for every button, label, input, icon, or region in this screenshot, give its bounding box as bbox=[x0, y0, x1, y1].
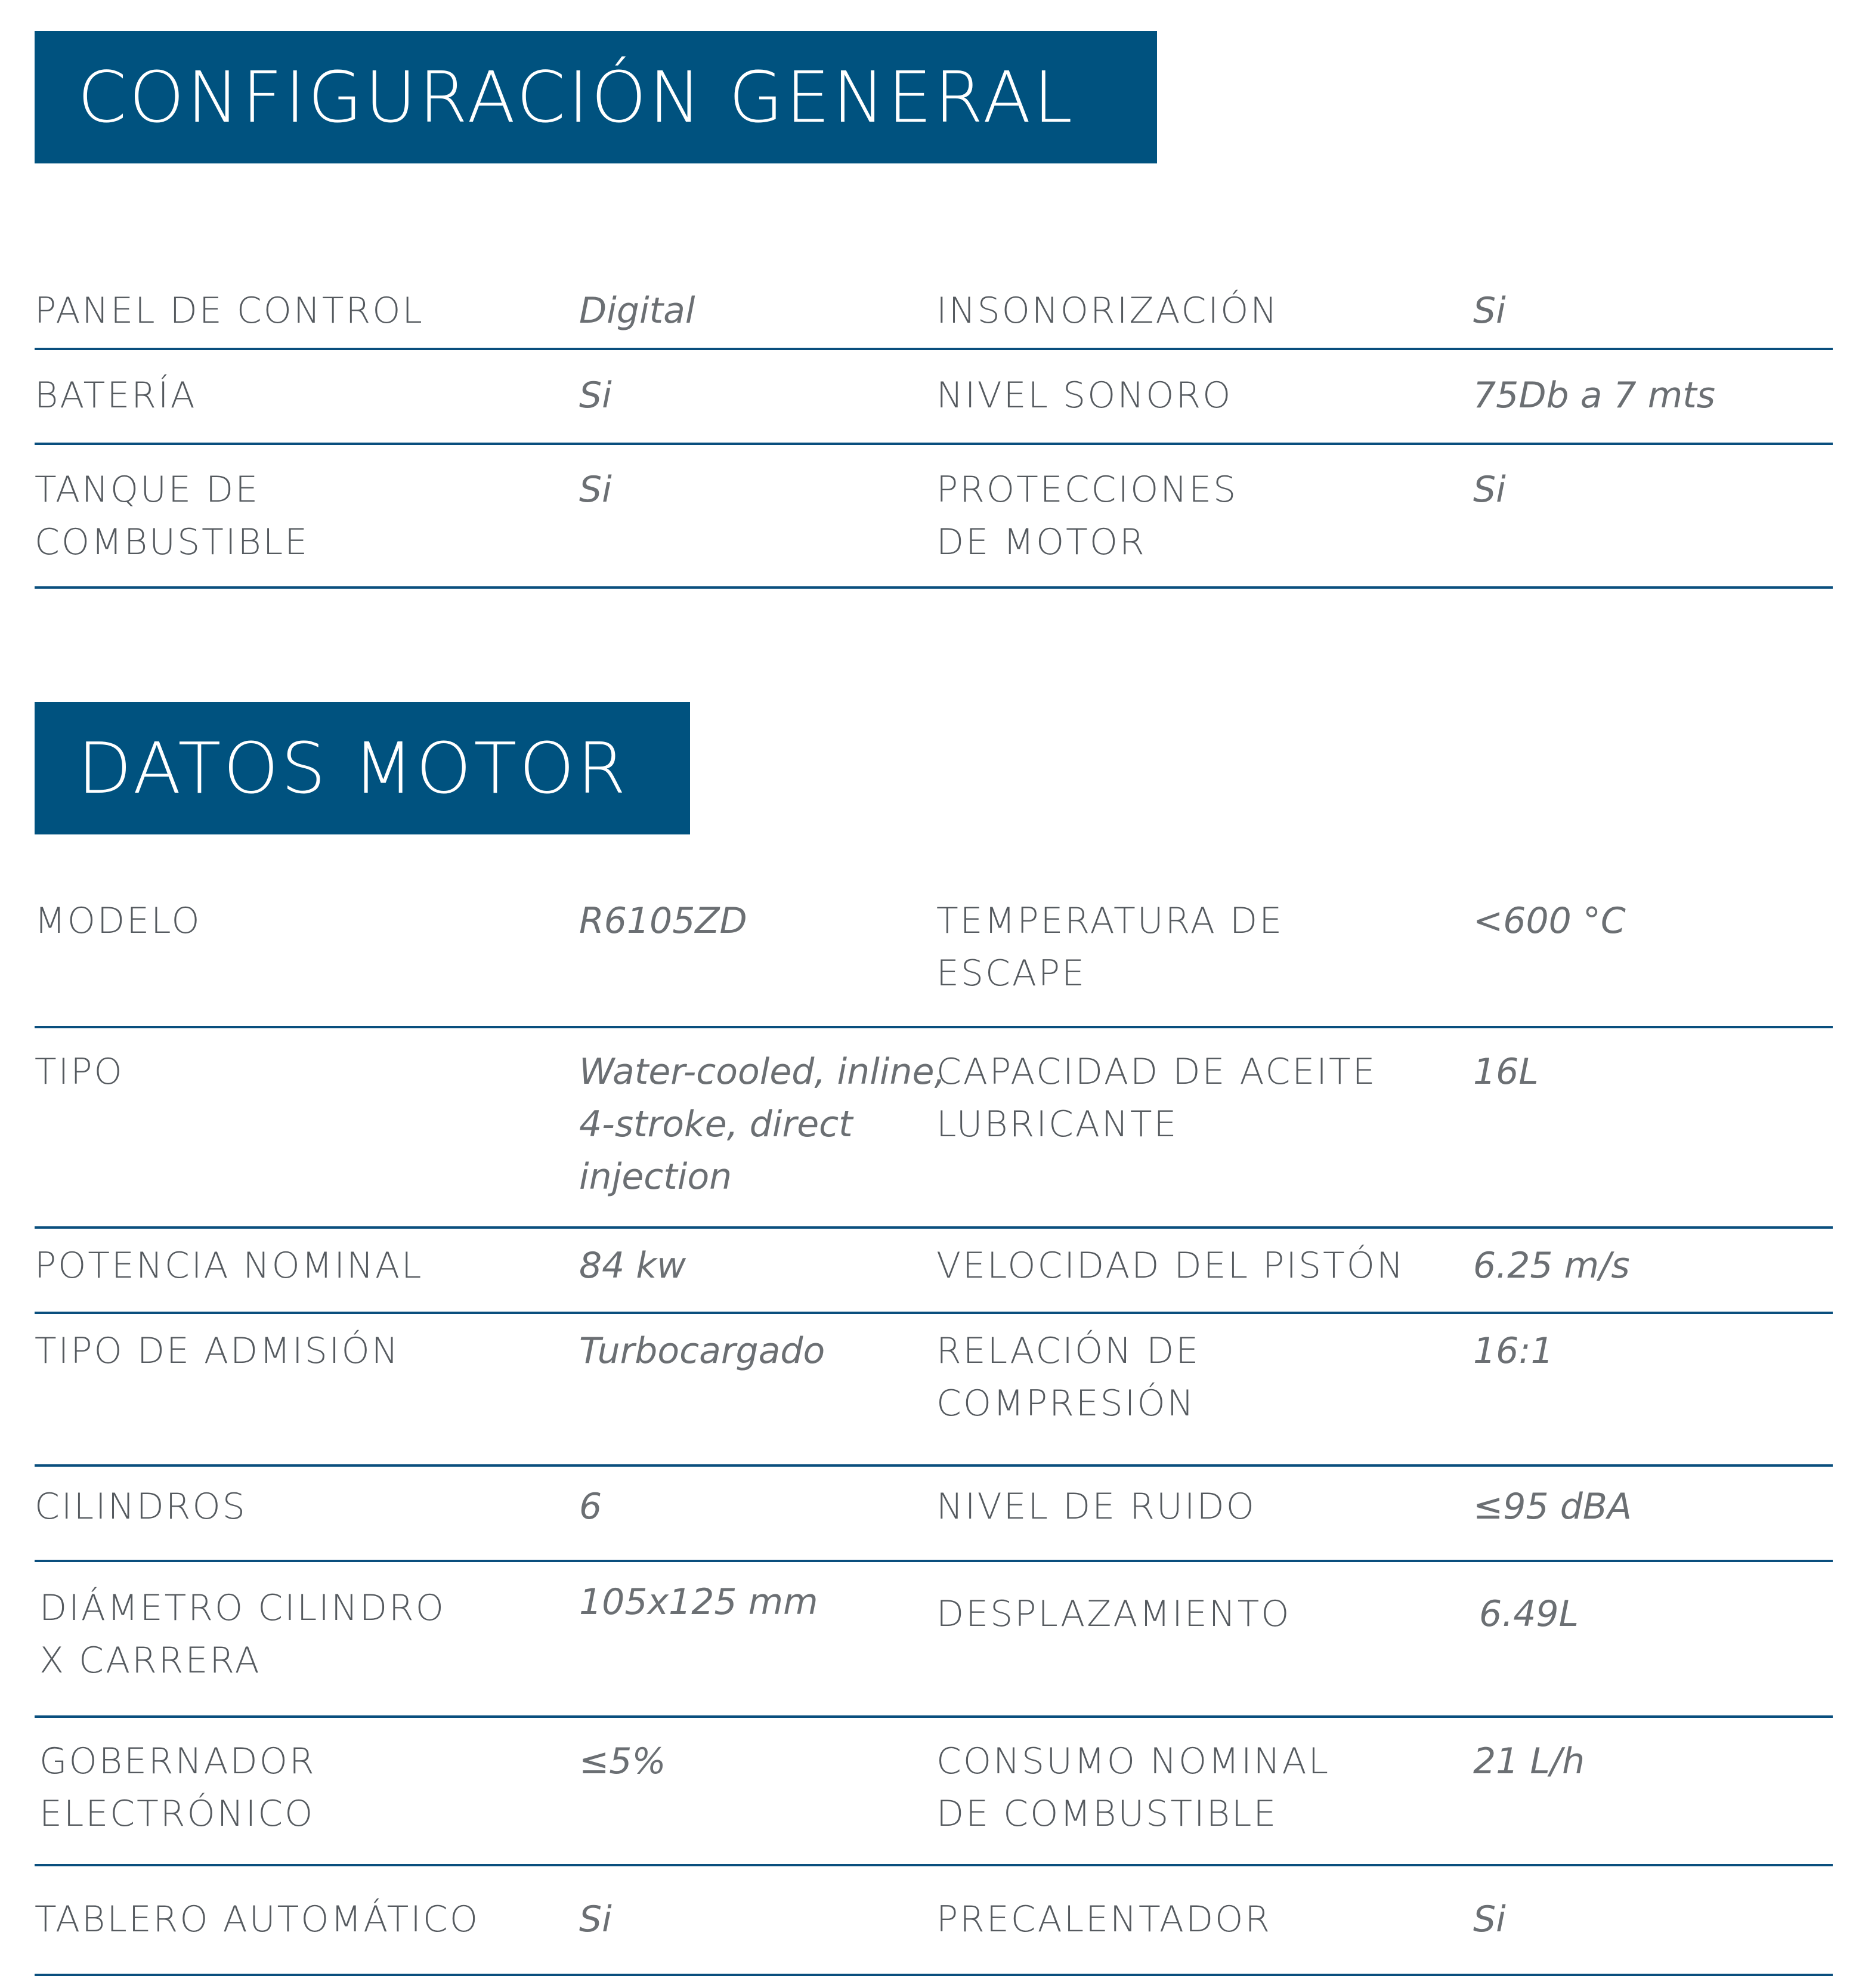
spec-label: INSONORIZACIÓN bbox=[936, 290, 1279, 332]
spec-value: 16:1 bbox=[1473, 1330, 1554, 1372]
spec-row bbox=[35, 1314, 1833, 1467]
spec-value: R6105ZD bbox=[579, 900, 747, 942]
spec-value: ≤95 dBA bbox=[1473, 1486, 1632, 1528]
section-title-datos-motor: DATOS MOTOR bbox=[35, 702, 690, 834]
spec-value: 6.25 m/s bbox=[1473, 1245, 1630, 1287]
spec-label: TABLERO AUTOMÁTICO bbox=[35, 1899, 480, 1940]
spec-label: TIPO DE ADMISIÓN bbox=[35, 1330, 400, 1372]
spec-row bbox=[35, 1866, 1833, 1976]
spec-value: 6 bbox=[579, 1486, 602, 1528]
spec-value: Si bbox=[1473, 1899, 1506, 1940]
spec-label: TANQUE DE COMBUSTIBLE bbox=[35, 469, 310, 563]
spec-row bbox=[35, 895, 1833, 1028]
spec-value: Si bbox=[579, 469, 612, 511]
spec-value: Si bbox=[1473, 469, 1506, 511]
spec-label: PROTECCIONES DE MOTOR bbox=[936, 469, 1238, 563]
spec-row bbox=[35, 350, 1833, 445]
spec-label: BATERÍA bbox=[35, 375, 197, 416]
spec-value: 84 kw bbox=[579, 1245, 686, 1287]
spec-row bbox=[35, 1229, 1833, 1314]
spec-label: NIVEL SONORO bbox=[936, 375, 1233, 416]
spec-row bbox=[35, 1028, 1833, 1229]
spec-value: ≤5% bbox=[579, 1740, 666, 1782]
spec-value: 16L bbox=[1473, 1051, 1539, 1093]
spec-value: 6.49L bbox=[1479, 1593, 1579, 1635]
spec-label: RELACIÓN DE COMPRESIÓN bbox=[936, 1330, 1201, 1424]
spec-label: TIPO bbox=[35, 1051, 124, 1093]
spec-label: DIÁMETRO CILINDRO X CARRERA bbox=[39, 1587, 446, 1681]
spec-label: POTENCIA NOMINAL bbox=[35, 1245, 423, 1287]
spec-row bbox=[35, 1718, 1833, 1866]
spec-label: PANEL DE CONTROL bbox=[35, 290, 424, 332]
spec-value: Water-cooled, inline, 4-stroke, direct injection bbox=[579, 1051, 946, 1198]
spec-value: Si bbox=[579, 375, 612, 416]
spec-value: Si bbox=[579, 1899, 612, 1940]
spec-row bbox=[35, 445, 1833, 589]
spec-value: Si bbox=[1473, 290, 1506, 332]
spec-label: MODELO bbox=[35, 900, 202, 942]
spec-value: 105x125 mm bbox=[579, 1581, 818, 1623]
spec-row bbox=[35, 1467, 1833, 1562]
spec-label: CILINDROS bbox=[35, 1486, 247, 1528]
section-title-configuracion-general: CONFIGURACIÓN GENERAL bbox=[35, 31, 1157, 163]
spec-label: GOBERNADOR ELECTRÓNICO bbox=[39, 1740, 316, 1835]
spec-value: 21 L/h bbox=[1473, 1740, 1585, 1782]
spec-value: Digital bbox=[579, 290, 695, 332]
spec-row bbox=[35, 1562, 1833, 1718]
spec-label: PRECALENTADOR bbox=[936, 1899, 1272, 1940]
spec-value: Turbocargado bbox=[579, 1330, 825, 1372]
spec-label: NIVEL DE RUIDO bbox=[936, 1486, 1256, 1528]
spec-row bbox=[35, 274, 1833, 350]
spec-label: VELOCIDAD DEL PISTÓN bbox=[936, 1245, 1405, 1287]
spec-value: 75Db a 7 mts bbox=[1473, 375, 1716, 416]
spec-label: TEMPERATURA DE ESCAPE bbox=[936, 900, 1284, 994]
spec-label: CONSUMO NOMINAL DE COMBUSTIBLE bbox=[936, 1740, 1330, 1835]
spec-label: DESPLAZAMIENTO bbox=[936, 1593, 1291, 1635]
spec-value: <600 °C bbox=[1473, 900, 1626, 942]
spec-label: CAPACIDAD DE ACEITE LUBRICANTE bbox=[936, 1051, 1377, 1145]
